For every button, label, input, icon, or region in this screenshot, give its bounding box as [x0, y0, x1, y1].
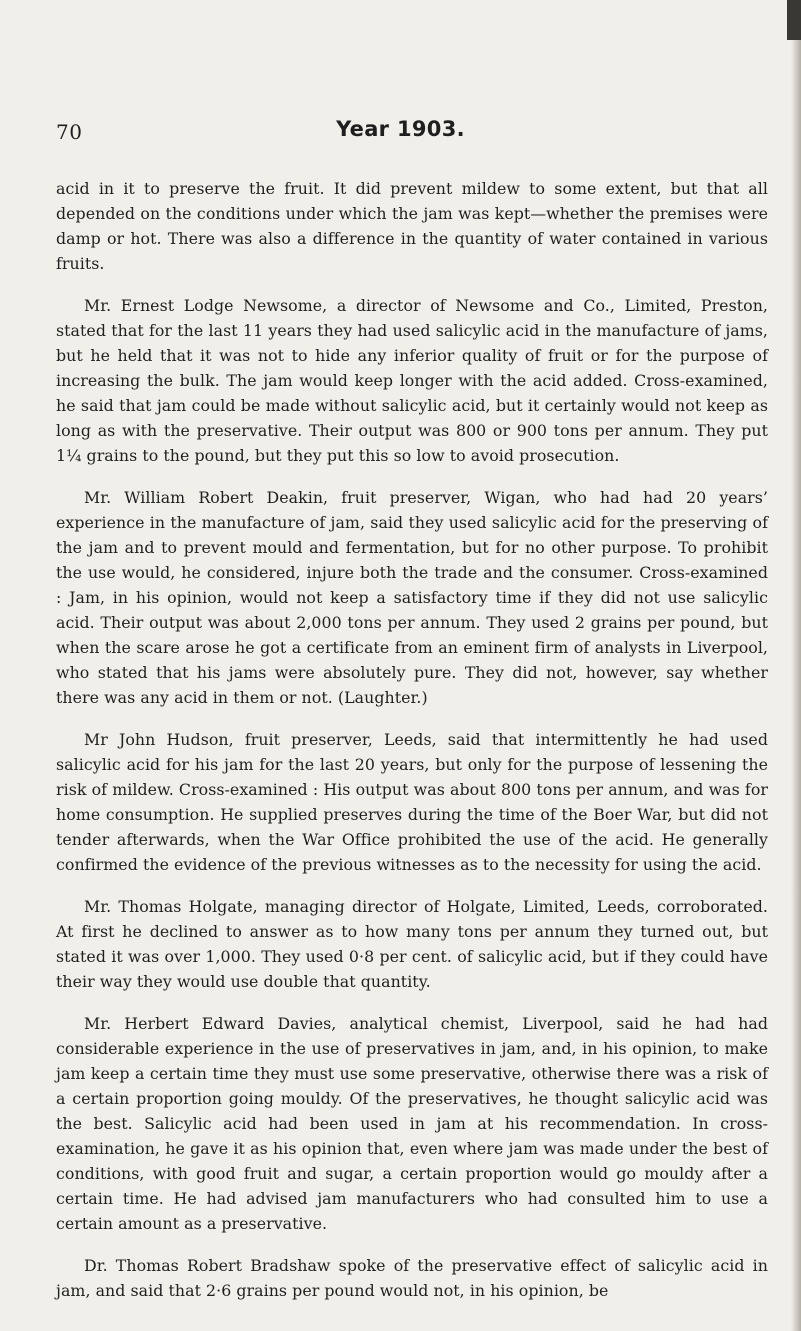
paragraph-davies: Mr. Herbert Edward Davies, analytical chemist, Liverpool, said he had had considerable experience in the use of preservatives in jam, and, in his opinion, to make jam keep a certain time they must use some preservative, otherwise there was a risk of a certain proportion going mouldy. Of the preservatives, he thought salicylic acid was the best. Salicylic acid had been used in jam at his recommendation. In cross-examination, he gave it as his opinion that, even where jam was made under the best of conditions, with good fruit and sugar, a certain proportion would go mouldy after a certain time. He had advised jam manufacturers who had consulted him to use a certain amount as a preservative. [56, 1014, 768, 1233]
paragraph-holgate: Mr. Thomas Holgate, managing director of Holgate, Limited, Leeds, corroborated. At first he declined to answer as to how many tons per annum they turned out, but stated it was over 1,000. They used 0·8 per cent. of salicylic acid, but if they could have their way they would use double that quantity. [56, 897, 768, 991]
paragraph-hudson: Mr John Hudson, fruit preserver, Leeds, said that intermittently he had used salicylic acid for his jam for the last 20 years, but only for the purpose of lessening the risk of mildew. Cross-examined : His output was about 800 tons per annum, and was for home consumption. He supplied preserves during the time of the Boer War, but did not tender afterwards, when the War Office prohibited the use of the acid. He generally confirmed the evidence of the previous witnesses as to the necessity for using the acid. [56, 730, 768, 874]
paragraph-newsome: Mr. Ernest Lodge Newsome, a director of Newsome and Co., Limited, Preston, stated that for the last 11 years they had used salicylic acid in the manufacture of jams, but he held that it was not to hide any inferior quality of fruit or for the purpose of increasing the bulk. The jam would keep longer with the acid added. Cross-examined, he said that jam could be made without salicylic acid, but it certainly would not keep as long as with the preservative. Their output was 800 or 900 tons per annum. They put 1¼ grains to the pound, but they put this so low to avoid prosecution. [56, 296, 768, 465]
running-title: Year 1903. [336, 117, 465, 141]
paragraph-deakin: Mr. William Robert Deakin, fruit preserver, Wigan, who had had 20 years’ experience in the manufacture of jam, said they used salicylic acid for the preserving of the jam and to prevent mould and fermentation, but for no other purpose. To prohibit the use would, he considered, injure both the trade and the consumer. Cross-examined : Jam, in his opinion, would not keep a satisfactory time if they did not use salicylic acid. Their output was about 2,000 tons per annum. They used 2 grains per pound, but when the scare arose he got a certificate from an eminent firm of analysts in Liverpool, who stated that his jams were absolutely pure. They did not, however, say whether there was any acid in them or not. (Laughter.) [56, 488, 768, 707]
paragraph-continuation: acid in it to preserve the fruit. It did prevent mildew to some extent, but that all depended on the conditions under which the jam was kept—whether the premises were damp or hot. There was also a difference in the quantity of water contained in various fruits. [56, 179, 768, 273]
body-text [56, 176, 768, 1320]
paragraph-bradshaw: Dr. Thomas Robert Bradshaw spoke of the preservative effect of salicylic acid in jam, and said that 2·6 grains per pound would not, in his opinion, be [56, 1256, 768, 1300]
page-edge-shadow [791, 0, 801, 1331]
page-edge-mark [787, 0, 801, 40]
page-number: 70 [56, 120, 83, 144]
